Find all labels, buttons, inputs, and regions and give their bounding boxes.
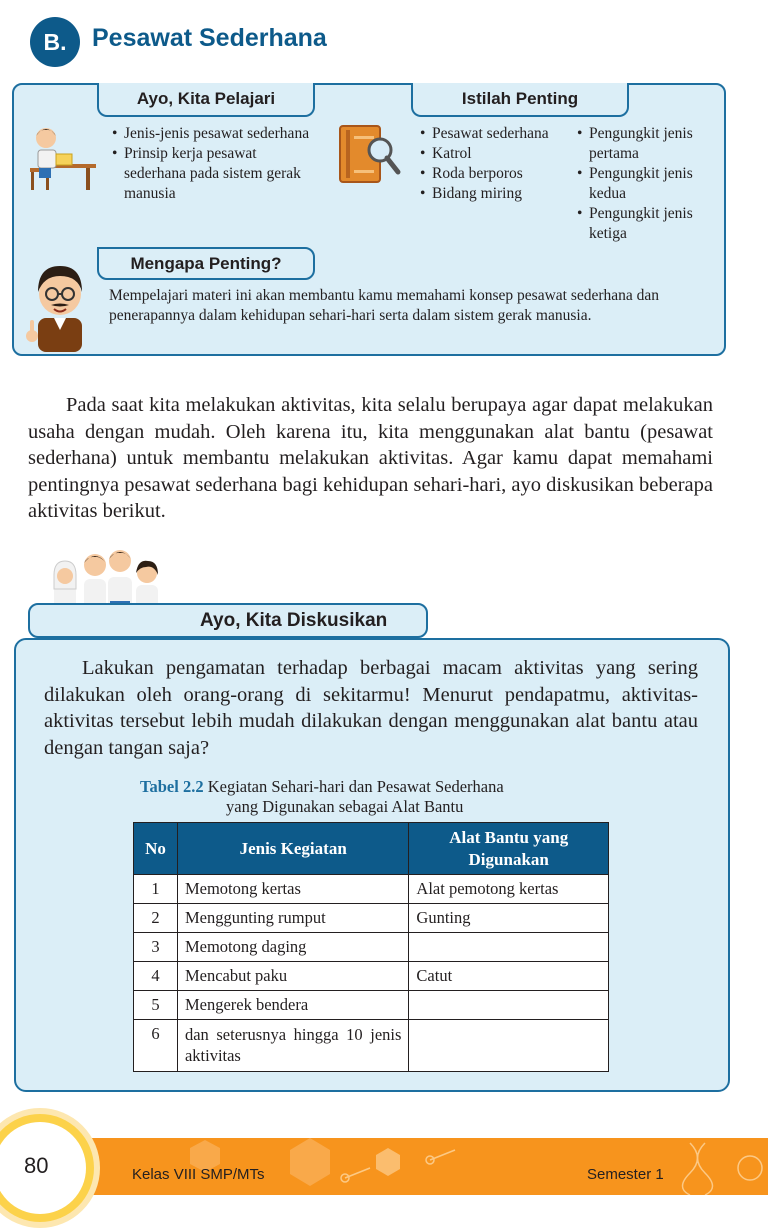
discuss-tab [28,603,428,638]
table-header-tool: Alat Bantu yang Digunakan [409,823,609,875]
list-item: • Bidang miring [420,184,570,204]
list-item: • Pesawat sederhana [420,124,570,144]
table-cell: Alat pemotong kertas [409,875,609,904]
table-cell [409,991,609,1020]
table-cell: 5 [134,991,178,1020]
terms-tab: Istilah Penting [411,83,629,117]
table-cell: 4 [134,962,178,991]
table-cell: 6 [134,1020,178,1072]
table-cell: Mengerek bendera [177,991,408,1020]
footer-class-label: Kelas VIII SMP/MTs [132,1166,265,1183]
activities-table [133,822,609,1072]
teacher-illustration [24,258,94,352]
table-cell: Catut [409,962,609,991]
table-cell: Gunting [409,904,609,933]
terms-list-2 [577,124,717,244]
page-number: 80 [24,1153,49,1178]
table-caption-label: Tabel 2.2 [140,777,204,796]
table-cell: Memotong kertas [177,875,408,904]
list-item: • Katrol [420,144,570,164]
table-cell [409,1020,609,1072]
learn-list [112,124,312,204]
table-cell: Memotong daging [177,933,408,962]
section-badge: B. [30,17,80,67]
table-row [134,933,609,962]
why-text: Mempelajari materi ini akan membantu kamu memahami konsep pesawat sederhana dan penerapannya dalam kehidupan sehari-hari serta dalam sistem gerak manusia. [109,287,660,324]
table-cell: dan seterusnya hingga 10 jenis aktivitas [177,1020,408,1072]
terms-list-1 [420,124,570,204]
table-cell [409,933,609,962]
learn-tab: Ayo, Kita Pelajari [97,83,315,117]
book-magnifier-illustration [336,122,402,188]
discuss-tab-label: Ayo, Kita Diskusikan [200,610,388,631]
student-desk-illustration [26,120,98,192]
table-row [134,991,609,1020]
list-item: • Prinsip kerja pesawat sederhana pada sistem gerak manusia [112,144,312,204]
table-row [134,875,609,904]
table-cell: Mencabut paku [177,962,408,991]
table-row [134,1020,609,1072]
table-cell: 1 [134,875,178,904]
table-cell: 2 [134,904,178,933]
table-row [134,962,609,991]
list-item: • Pengungkit jenis pertama [577,124,717,164]
table-header-row [134,823,609,875]
intro-paragraph: Pada saat kita melakukan aktivitas, kita selalu berupaya agar dapat melakukan usaha dengan mudah. Oleh karena itu, kita menggunakan alat bantu (pesawat sederhana) untuk membantu melakukan aktivitas. Agar kamu dapat memahami pentingnya pesawat sederhana bagi kehidupan sehari-hari, ayo diskusikan beberapa aktivitas berikut. [28,394,713,522]
list-item: • Roda berporos [420,164,570,184]
table-header-no: No [134,823,178,875]
discuss-text: Lakukan pengamatan terhadap berbagai macam aktivitas yang sering dilakukan oleh orang-orang di sekitarmu! Menurut pendapatmu, aktivitas-aktivitas tersebut lebih mudah dilakukan dengan menggunakan alat bantu atau dengan tangan saja? [44,657,698,759]
table-header-activity: Jenis Kegiatan [177,823,408,875]
list-item: • Pengungkit jenis kedua [577,164,717,204]
footer-semester-label: Semester 1 [587,1166,664,1183]
table-caption-line2: yang Digunakan sebagai Alat Bantu [226,797,464,816]
table-cell: 3 [134,933,178,962]
table-caption [140,777,610,817]
why-tab: Mengapa Penting? [97,247,315,280]
table-cell: Menggunting rumput [177,904,408,933]
table-row [134,904,609,933]
list-item: • Pengungkit jenis ketiga [577,204,717,244]
section-title: Pesawat Sederhana [92,24,327,52]
table-caption-line1: Kegiatan Sehari-hari dan Pesawat Sederhana [207,777,504,796]
list-item: • Jenis-jenis pesawat sederhana [112,124,312,144]
